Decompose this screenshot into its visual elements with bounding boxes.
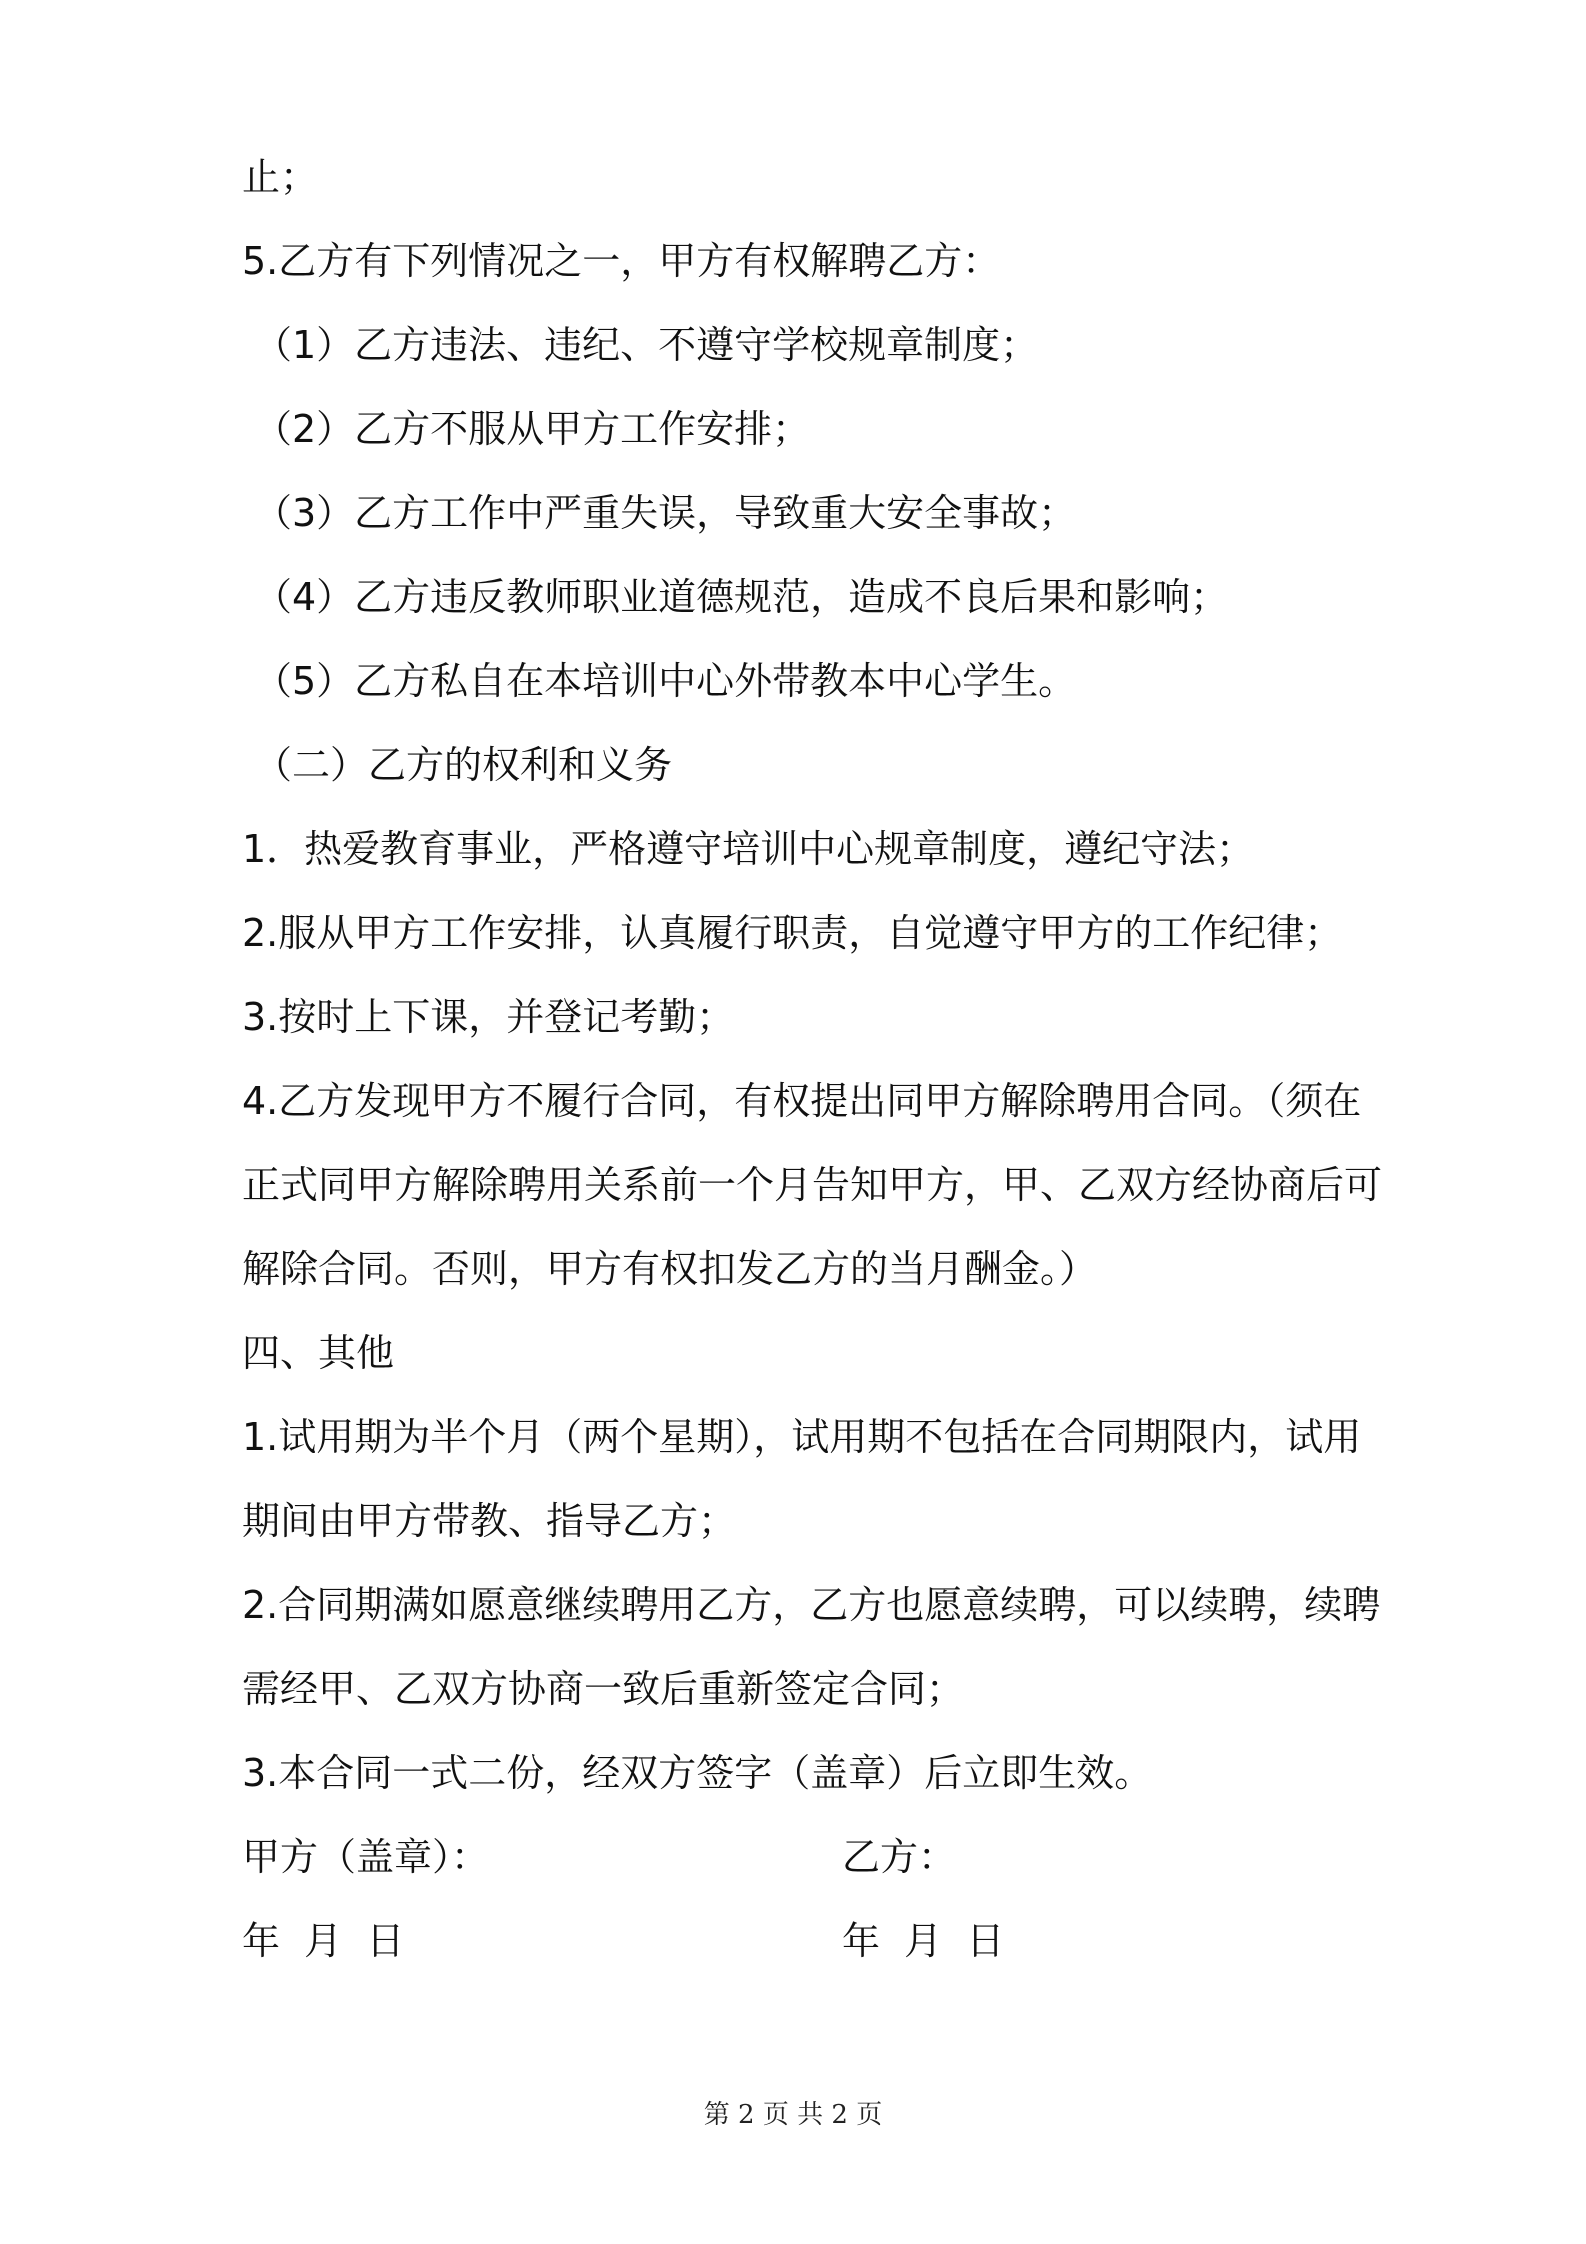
page-footer: 第 2 页 共 2 页 <box>703 2100 883 2130</box>
section-heading: 四、其他 <box>242 1331 395 1375</box>
text-line: 期间由甲方带教、指导乙方； <box>242 1499 737 1543</box>
text-line: （4）乙方违反教师职业道德规范，造成不良后果和影响； <box>254 575 1229 619</box>
section-heading: （二）乙方的权利和义务 <box>254 743 673 787</box>
text-line: 需经甲、乙双方协商一致后重新签定合同； <box>242 1667 965 1711</box>
text-line: 5.乙方有下列情况之一，甲方有权解聘乙方： <box>242 239 1001 283</box>
text-line: 正式同甲方解除聘用关系前一个月告知甲方，甲、乙双方经协商后可 <box>242 1163 1383 1207</box>
text-line: 4.乙方发现甲方不履行合同，有权提出同甲方解除聘用合同。（须在 <box>242 1079 1362 1123</box>
text-line: （2）乙方不服从甲方工作安排； <box>254 407 811 451</box>
text-line: 2.合同期满如愿意继续聘用乙方，乙方也愿意续聘，可以续聘，续聘 <box>242 1583 1381 1627</box>
party-a-signature-label: 甲方（盖章）： <box>242 1835 490 1879</box>
text-line: 止； <box>242 155 319 199</box>
text-line: （5）乙方私自在本培训中心外带教本中心学生。 <box>254 659 1077 703</box>
party-b-signature-label: 乙方： <box>842 1835 957 1879</box>
text-line: 3.本合同一式二份，经双方签字（盖章）后立即生效。 <box>242 1751 1153 1795</box>
text-line: 1.试用期为半个月（两个星期），试用期不包括在合同期限内，试用 <box>242 1415 1362 1459</box>
text-line: 解除合同。否则，甲方有权扣发乙方的当月酬金。） <box>242 1247 1098 1291</box>
text-line: 1．热爱教育事业，严格遵守培训中心规章制度，遵纪守法； <box>242 827 1255 871</box>
party-a-date: 年 月 日 <box>242 1919 405 1963</box>
text-line: 3.按时上下课，并登记考勤； <box>242 995 735 1039</box>
text-line: （3）乙方工作中严重失误，导致重大安全事故； <box>254 491 1077 535</box>
party-b-date: 年 月 日 <box>842 1919 1005 1963</box>
text-line: 2.服从甲方工作安排，认真履行职责，自觉遵守甲方的工作纪律； <box>242 911 1343 955</box>
text-line: （1）乙方违法、违纪、不遵守学校规章制度； <box>254 323 1039 367</box>
